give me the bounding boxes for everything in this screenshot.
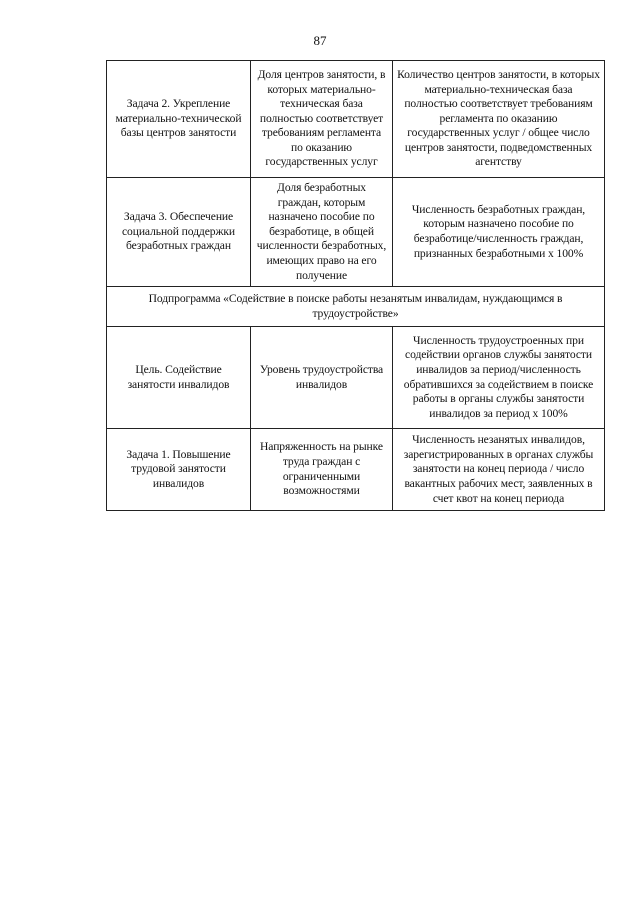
- formula-cell: Количество центров занятости, в которых материально-техническая база полностью соответствует требованиям регламента по оказанию государственных услуг / общее число центров занятости, подведомственных агентству: [393, 61, 605, 178]
- indicators-table: [106, 60, 605, 511]
- indicator-cell: Доля центров занятости, в которых материально-техническая база полностью соответствует требованиям регламента по оказанию государственных услуг: [251, 61, 393, 178]
- subprogram-title: Подпрограмма «Содействие в поиске работы незанятым инвалидам, нуждающимся в трудоустройстве»: [107, 287, 605, 327]
- task-cell: Задача 3. Обеспечение социальной поддержки безработных граждан: [107, 178, 251, 287]
- task-cell: Задача 1. Повышение трудовой занятости инвалидов: [107, 429, 251, 511]
- subprogram-row: [107, 287, 605, 327]
- formula-cell: Численность незанятых инвалидов, зарегистрированных в органах службы занятости на конец периода / число вакантных рабочих мест, заявленных в счет квот на конец периода: [393, 429, 605, 511]
- table-row: [107, 178, 605, 287]
- indicator-cell: Уровень трудоустройства инвалидов: [251, 327, 393, 429]
- formula-cell: Численность безработных граждан, которым назначено пособие по безработице/численность граждан, признанных безработными х 100%: [393, 178, 605, 287]
- table-row: [107, 61, 605, 178]
- page-number: 87: [313, 33, 327, 48]
- formula-cell: Численность трудоустроенных при содействии органов службы занятости инвалидов за период/численность обратившихся за содействием в поиске работы в органы службы занятости инвалидов за период х 100%: [393, 327, 605, 429]
- table-row: [107, 429, 605, 511]
- task-cell: Задача 2. Укрепление материально-технической базы центров занятости: [107, 61, 251, 178]
- indicator-cell: Доля безработных граждан, которым назначено пособие по безработице, в общей численности безработных, имеющих право на его получение: [251, 178, 393, 287]
- task-cell: Цель. Содействие занятости инвалидов: [107, 327, 251, 429]
- indicator-cell: Напряженность на рынке труда граждан с ограниченными возможностями: [251, 429, 393, 511]
- table-row: [107, 327, 605, 429]
